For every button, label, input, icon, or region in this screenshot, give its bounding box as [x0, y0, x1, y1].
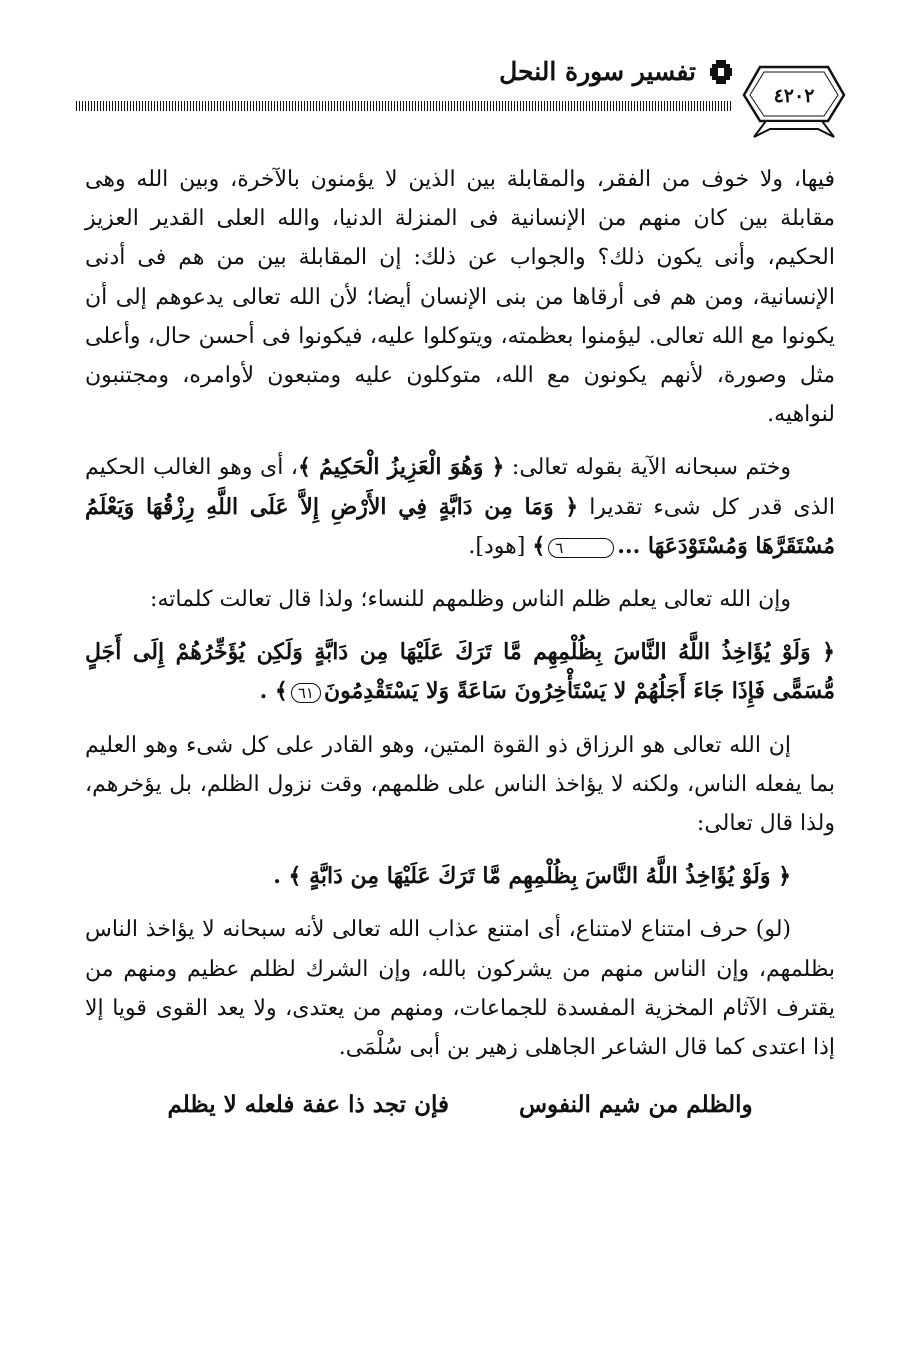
quran-verse-2: ﴿ وَمَا مِن دَابَّةٍ فِي الأَرْضِ إِلاَّ عَلَى اللَّهِ رِزْقُهَا وَيَعْلَمُ مُسْتَقَرَّهَا وَمُسْتَوْدَعَهَا ...: [85, 493, 835, 559]
paragraph-2: [85, 448, 835, 566]
quran-quote-1: [85, 633, 835, 711]
poem-first-hemistich: والظلم من شيم النفوس: [518, 1091, 753, 1119]
ornament-icon: [710, 60, 732, 84]
poem-second-hemistich: فإن تجد ذا عفة فلعله لا يظلم: [167, 1091, 449, 1119]
ayah-number-badge: ٦: [548, 538, 614, 558]
ayah-number-badge: ٦١: [291, 683, 321, 703]
page-header: [70, 55, 850, 135]
page-number: ٤٢٠٢: [773, 85, 815, 107]
paragraph-5: (لو) حرف امتناع لامتناع، أى امتنع عذاب الله تعالى لأنه سبحانه لا يؤاخذ الناس بظلمهم، وإن الناس منهم من يشركون بالله، وإن الشرك لظلم عظيم ومنهم من يقترف الآثام المخزية المفسدة للجماعات، ومنهم من يعتدى، ولا يعد القوى قويا إلا إذا اعتدى كما قال الشاعر الجاهلى زهير بن أبى سُلْمَى.: [85, 917, 835, 1061]
quran-verse-1: ﴿ وَهُوَ الْعَزِيزُ الْحَكِيمُ ﴾: [298, 454, 505, 481]
quran-quote-2: [85, 857, 835, 896]
paragraph-2-intro: وختم سبحانه الآية بقوله تعالى:: [504, 455, 791, 481]
paragraph-2-middle: ، أى وهو الغالب الحكيم الذى قدر كل شىء تقديرا: [85, 455, 835, 520]
page-body: [85, 160, 835, 1124]
surah-reference: [هود].: [468, 533, 533, 559]
quran-quote-1-close: ﴾ .: [259, 678, 288, 705]
book-title: تفسير سورة النحل: [499, 57, 696, 86]
quran-quote-2-text: ﴿ وَلَوْ يُؤَاخِذُ اللَّهُ النَّاسَ بِظُلْمِهِم مَّا تَرَكَ عَلَيْهَا مِن دَابَّةٍ ﴾ .: [273, 863, 791, 890]
page-number-badge: [738, 55, 850, 140]
header-rule: [76, 101, 732, 111]
quran-verse-2-close: ﴾: [532, 532, 546, 559]
paragraph-1: فيها، ولا خوف من الفقر، والمقابلة بين الذين لا يؤمنون بالآخرة، وبين الله وهى مقابلة بين كان منهم من الإنسانية فى المنزلة الدنيا، والله العلى القدير العزيز الحكيم، وأنى يكون ذلك؟ والجواب عن ذلك: إن المقابلة بين من هم فى أدنى الإنسانية، ومن هم فى أرقاها من بنى الإنسان أيضا؛ لأن الله تعالى يدعوهم إلى أن يكونوا مع الله تعالى. ليؤمنوا بعظمته، ويتوكلوا عليه، فيكونوا فى أحسن حال، وأعلى مثل وصورة، لأنهم يكونون مع الله، متوكلون عليه ومتبعون لأوامره، ومجتنبون لنواهيه.: [85, 167, 835, 428]
paragraph-3: وإن الله تعالى يعلم ظلم الناس وظلمهم للنساء؛ ولذا قال تعالت كلماته:: [150, 587, 791, 613]
paragraph-4: إن الله تعالى هو الرزاق ذو القوة المتين، وهو القادر على كل شىء وهو العليم بما يفعله الناس، ولكنه لا يؤاخذ الناس على ظلمهم، وقت نزول الظلم، بل يؤخرهم، ولذا قال تعالى:: [85, 732, 835, 837]
poem-verse: [85, 1085, 835, 1124]
quran-quote-1-text: ﴿ وَلَوْ يُؤَاخِذُ اللَّهُ النَّاسَ بِظُلْمِهِم مَّا تَرَكَ عَلَيْهَا مِن دَابَّةٍ وَلَكِن يُؤَخِّرُهُمْ إِلَى أَجَلٍ مُّسَمًّى فَإِذَا جَاءَ أَجَلُهُمْ لا يَسْتَأْخِرُونَ سَاعَةً وَلا يَسْتَقْدِمُونَ: [85, 639, 835, 705]
book-title-group: [499, 57, 732, 86]
